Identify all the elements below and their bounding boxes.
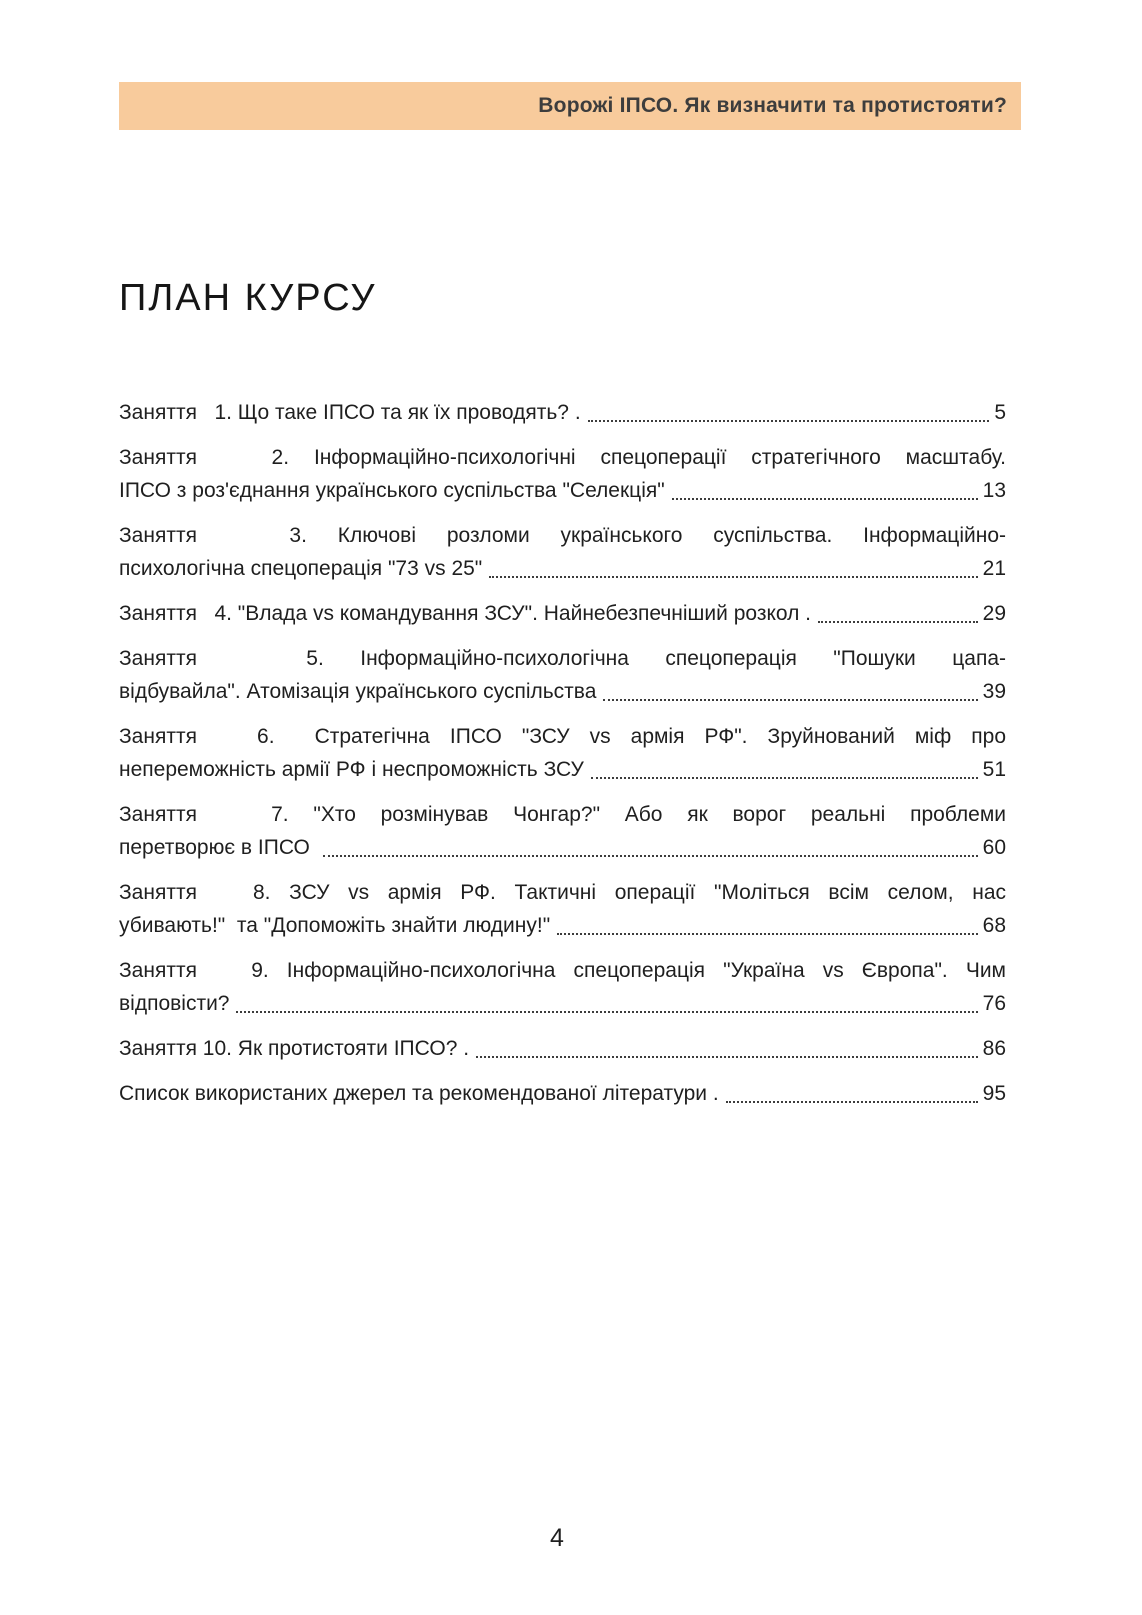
toc-page-number: 39 [982,680,1006,703]
toc-page-number: 5 [994,401,1006,424]
dot-leader [489,576,977,578]
toc-entry-lastline [119,597,1006,630]
toc-entry [119,642,1006,708]
toc-entry-lastline [119,831,1006,864]
toc-page-number: 86 [982,1037,1006,1060]
toc-entry-text: Список використаних джерел та рекомендованої літератури . [119,1082,719,1105]
toc-entry-text: відповісти? [119,992,230,1015]
page-number: 4 [550,1524,564,1552]
toc-entry-line: Заняття 2. Інформаційно-психологічні спецоперації стратегічного масштабу. [119,446,1006,469]
toc-entry-line: Заняття 9. Інформаційно-психологічна спецоперація "Україна vs Європа". Чим [119,959,1006,982]
toc-entry-text: Заняття 1. Що таке ІПСО та як їх проводять? . [119,401,581,424]
toc-entry [119,798,1006,864]
toc-entry [119,519,1006,585]
toc-entry-text: убивають!" та "Допоможіть знайти людину!" [119,914,551,937]
dot-leader [323,855,978,857]
toc-page-number: 68 [982,914,1006,937]
toc-entry-lastline [119,753,1006,786]
toc-entry-line: Заняття 8. ЗСУ vs армія РФ. Тактичні операції "Моліться всім селом, нас [119,881,1006,904]
toc-entry-text: психологічна спецоперація "73 vs 25" [119,557,483,580]
running-header-text: Ворожі ІПСО. Як визначити та протистояти? [538,94,1007,117]
dot-leader [603,699,977,701]
toc-entry [119,720,1006,786]
toc-page-number: 29 [982,602,1006,625]
toc-entry-lastline [119,1077,1006,1110]
toc-page-number: 21 [982,557,1006,580]
toc-page-number: 95 [982,1082,1006,1105]
toc-entry [119,597,1006,630]
toc-entry-text: перетворює в ІПСО [119,836,316,859]
toc-entry-lastline [119,552,1006,585]
toc-entry-text: Заняття 10. Як протистояти ІПСО? . [119,1037,470,1060]
dot-leader [726,1101,978,1103]
toc-entry-text: непереможність армії РФ і неспроможність ЗСУ [119,758,584,781]
dot-leader [591,777,978,779]
toc-entry-lastline [119,396,1006,429]
toc-entry [119,954,1006,1020]
toc-entry-lastline [119,474,1006,507]
toc-entry-text: Заняття 4. "Влада vs командування ЗСУ". Найнебезпечніший розкол . [119,602,812,625]
toc-entry-line: Заняття 3. Ключові розломи українського суспільства. Інформаційно- [119,524,1006,547]
dot-leader [557,933,977,935]
toc-entry-lastline [119,987,1006,1020]
toc-entry [119,396,1006,429]
toc-entry [119,441,1006,507]
toc-entry-text: відбувайла". Атомізація українського суспільства [119,680,597,703]
toc-entry-lastline [119,675,1006,708]
toc-entry-lastline [119,909,1006,942]
header-banner [119,82,1021,130]
toc-page-number: 13 [982,479,1006,502]
dot-leader [476,1056,978,1058]
toc-entry-line: Заняття 6. Стратегічна ІПСО "ЗСУ vs армія РФ". Зруйнований міф про [119,725,1006,748]
toc-entry-lastline [119,1032,1006,1065]
toc-entry [119,1077,1006,1110]
dot-leader [236,1011,977,1013]
page-title: ПЛАН КУРСУ [119,277,377,319]
dot-leader [818,621,978,623]
toc-page-number: 76 [982,992,1006,1015]
toc-page-number: 60 [982,836,1006,859]
dot-leader [672,498,978,500]
toc-page-number: 51 [982,758,1006,781]
page-content [119,276,1006,1122]
toc-list [119,396,1006,1110]
dot-leader [588,420,990,422]
toc-entry-line: Заняття 7. "Хто розмінував Чонгар?" Або як ворог реальні проблеми [119,803,1006,826]
toc-entry [119,876,1006,942]
toc-entry-text: ІПСО з роз'єднання українського суспільства "Селекція" [119,479,665,502]
toc-entry [119,1032,1006,1065]
toc-entry-line: Заняття 5. Інформаційно-психологічна спецоперація "Пошуки цапа- [119,647,1006,670]
